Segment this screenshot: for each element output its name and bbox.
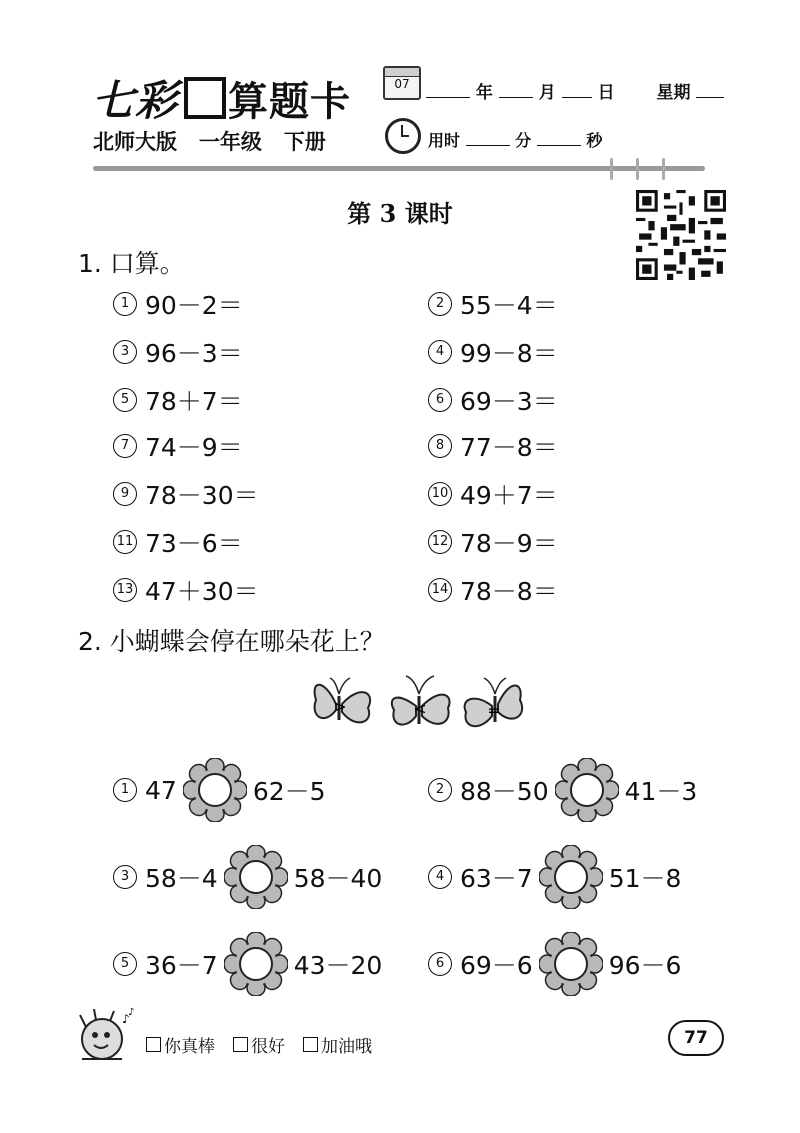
date-line (426, 78, 724, 103)
section2-title: 2. 小蝴蝶会停在哪朵花上？ (78, 627, 385, 656)
divider-tick (610, 158, 613, 180)
calc-item (428, 428, 558, 464)
calc-expression: 73－6＝ (145, 529, 243, 558)
flower-answer-icon[interactable] (183, 758, 247, 822)
item-number: 2 (428, 778, 452, 802)
rating-label: 你真棒 (164, 1037, 215, 1057)
compare-item (428, 932, 681, 996)
flower-answer-icon[interactable] (224, 932, 288, 996)
rating-option[interactable] (233, 1032, 285, 1057)
item-number: 3 (113, 865, 137, 889)
minute-blank (466, 131, 510, 146)
lesson-title: 第 3 课时 (347, 199, 453, 228)
calc-expression: 55－4＝ (460, 291, 558, 320)
day-blank (562, 83, 592, 98)
compare-left: 36－7 (145, 951, 218, 980)
compare-left: 47 (145, 775, 177, 805)
item-number: 6 (428, 388, 452, 412)
compare-left: 63－7 (460, 864, 533, 893)
day-label: 日 (597, 83, 615, 103)
brand-qi: 七彩 (92, 76, 179, 125)
time-line (428, 128, 602, 151)
svg-text:♪: ♪ (122, 1012, 130, 1026)
item-number: 3 (113, 340, 137, 364)
checkbox-icon[interactable] (303, 1037, 318, 1052)
checkbox-icon[interactable] (146, 1037, 161, 1052)
item-number: 1 (113, 778, 137, 802)
butterfly-icon (306, 670, 378, 738)
qr-code-icon (636, 190, 726, 280)
compare-right: 43－20 (293, 951, 383, 980)
compare-right: 41－3 (624, 777, 698, 806)
butterfly-symbol: = (487, 701, 501, 720)
calendar-day: 07 (394, 77, 410, 91)
calc-item (113, 476, 259, 512)
svg-text:♪: ♪ (128, 1007, 135, 1018)
flower-answer-icon[interactable] (555, 758, 619, 822)
item-number: 4 (428, 865, 452, 889)
item-number: 5 (113, 952, 137, 976)
compare-right: 96－6 (608, 951, 682, 980)
time-label: 用时 (428, 131, 461, 150)
compare-left: 58－4 (145, 864, 218, 893)
checkbox-icon[interactable] (233, 1037, 248, 1052)
item-number: 11 (113, 530, 137, 554)
rating-label: 加油哦 (321, 1037, 372, 1057)
year-blank (426, 83, 470, 98)
compare-right: 62－5 (252, 777, 326, 806)
flower-answer-icon[interactable] (539, 932, 603, 996)
calc-expression: 78－8＝ (460, 577, 558, 606)
calc-expression: 74－9＝ (145, 433, 243, 462)
item-number: 9 (113, 482, 137, 506)
item-number: 7 (113, 434, 137, 458)
calc-item (113, 428, 243, 464)
second-blank (537, 131, 581, 146)
calc-item (113, 334, 243, 370)
compare-item (428, 758, 697, 822)
calc-expression: 78＋7＝ (145, 387, 243, 416)
second-label: 秒 (586, 131, 603, 150)
item-number: 2 (428, 292, 452, 316)
rating-option[interactable] (303, 1032, 372, 1057)
calc-expression: 90－2＝ (145, 291, 243, 320)
calc-item (113, 572, 259, 608)
butterfly-symbol: < (413, 699, 427, 718)
clock-icon (385, 118, 421, 154)
calc-item (428, 572, 558, 608)
item-number: 12 (428, 530, 452, 554)
calc-item (428, 382, 558, 418)
item-number: 1 (113, 292, 137, 316)
item-number: 10 (428, 482, 452, 506)
compare-item (113, 758, 326, 822)
section1-title: 1. 口算。 (78, 249, 185, 278)
calc-item (428, 286, 558, 322)
compare-left: 69－6 (460, 951, 533, 980)
calc-expression: 78－30＝ (145, 481, 259, 510)
calc-expression: 77－8＝ (460, 433, 558, 462)
compare-item (113, 932, 382, 996)
year-label: 年 (475, 83, 493, 103)
month-label: 月 (538, 83, 556, 103)
flower-answer-icon[interactable] (539, 845, 603, 909)
calendar-icon (383, 66, 421, 100)
rating-option[interactable] (146, 1032, 215, 1057)
compare-item (113, 845, 382, 909)
compare-right: 51－8 (608, 864, 682, 893)
calc-item (113, 524, 243, 560)
mascot-icon (72, 1005, 138, 1069)
compare-right: 58－40 (293, 864, 383, 893)
item-number: 4 (428, 340, 452, 364)
calc-expression: 78－9＝ (460, 529, 558, 558)
item-number: 5 (113, 388, 137, 412)
brand-rest: 算题卡 (228, 77, 352, 125)
calc-item (113, 382, 243, 418)
divider-tick (636, 158, 639, 180)
header-divider (93, 166, 705, 171)
divider-tick (662, 158, 665, 180)
calc-item (428, 524, 558, 560)
butterfly-icon (458, 670, 530, 738)
compare-left: 88－50 (460, 777, 549, 806)
calc-expression: 49＋7＝ (460, 481, 558, 510)
calc-item (113, 286, 243, 322)
brand-kou-square (184, 77, 226, 119)
brand-title (92, 68, 351, 128)
edition-line: 北师大版 一年级 下册 (93, 130, 326, 154)
weekday-label: 星期 (656, 83, 691, 103)
item-number: 14 (428, 578, 452, 602)
calc-expression: 99－8＝ (460, 339, 558, 368)
month-blank (499, 83, 533, 98)
rating-label: 很好 (251, 1037, 285, 1057)
calc-item (428, 334, 558, 370)
item-number: 6 (428, 952, 452, 976)
calc-item (428, 476, 558, 512)
page-number: 77 (668, 1020, 724, 1056)
calc-expression: 69－3＝ (460, 387, 558, 416)
item-number: 13 (113, 578, 137, 602)
flower-answer-icon[interactable] (224, 845, 288, 909)
calc-expression: 96－3＝ (145, 339, 243, 368)
butterfly-symbol: > (333, 697, 347, 716)
minute-label: 分 (515, 131, 532, 150)
calc-expression: 47＋30＝ (145, 577, 259, 606)
weekday-blank (696, 83, 724, 98)
butterfly-icon (384, 670, 456, 738)
item-number: 8 (428, 434, 452, 458)
compare-item (428, 845, 681, 909)
